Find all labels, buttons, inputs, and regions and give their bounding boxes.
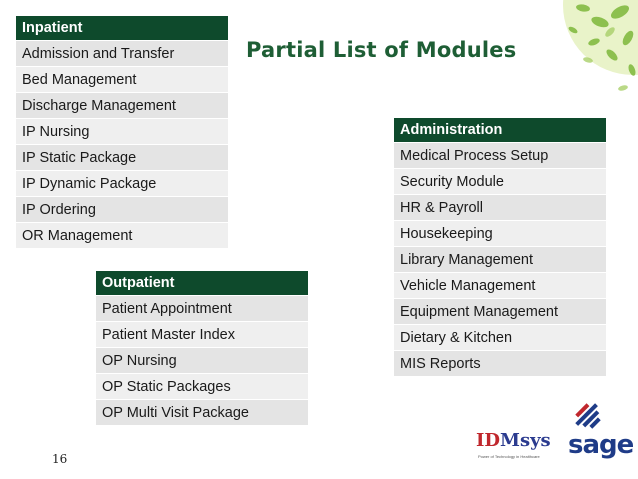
inpatient-header: Inpatient: [16, 16, 228, 41]
module-row: IP Ordering: [16, 197, 228, 223]
module-row: MIS Reports: [394, 351, 606, 377]
idmsys-logo: [476, 424, 551, 464]
module-row: OP Nursing: [96, 348, 308, 374]
idmsys-tagline: Power of Technology in Healthcare: [478, 454, 540, 459]
module-row: Medical Process Setup: [394, 143, 606, 169]
slide-title: Partial List of Modules: [246, 38, 517, 62]
module-row: Bed Management: [16, 67, 228, 93]
module-row: Patient Appointment: [96, 296, 308, 322]
module-row: Vehicle Management: [394, 273, 606, 299]
module-row: OP Multi Visit Package: [96, 400, 308, 426]
idmsys-logo-text: IDMsys: [476, 430, 551, 451]
page-number: 16: [52, 452, 68, 466]
module-row: Housekeeping: [394, 221, 606, 247]
administration-module-table: [394, 118, 606, 377]
module-row: Patient Master Index: [96, 322, 308, 348]
module-row: Dietary & Kitchen: [394, 325, 606, 351]
module-row: IP Static Package: [16, 145, 228, 171]
module-row: Equipment Management: [394, 299, 606, 325]
module-row: Admission and Transfer: [16, 41, 228, 67]
module-row: OR Management: [16, 223, 228, 249]
module-row: HR & Payroll: [394, 195, 606, 221]
module-row: Library Management: [394, 247, 606, 273]
module-row: IP Dynamic Package: [16, 171, 228, 197]
sage-logo: [548, 396, 634, 466]
module-row: OP Static Packages: [96, 374, 308, 400]
module-row: Discharge Management: [16, 93, 228, 119]
module-row: Security Module: [394, 169, 606, 195]
module-row: IP Nursing: [16, 119, 228, 145]
administration-header: Administration: [394, 118, 606, 143]
leaf-pattern-decoration: [528, 0, 638, 110]
sage-logo-text: sage: [568, 430, 634, 460]
outpatient-header: Outpatient: [96, 271, 308, 296]
outpatient-module-table: [96, 271, 308, 426]
inpatient-module-table: [16, 16, 228, 249]
